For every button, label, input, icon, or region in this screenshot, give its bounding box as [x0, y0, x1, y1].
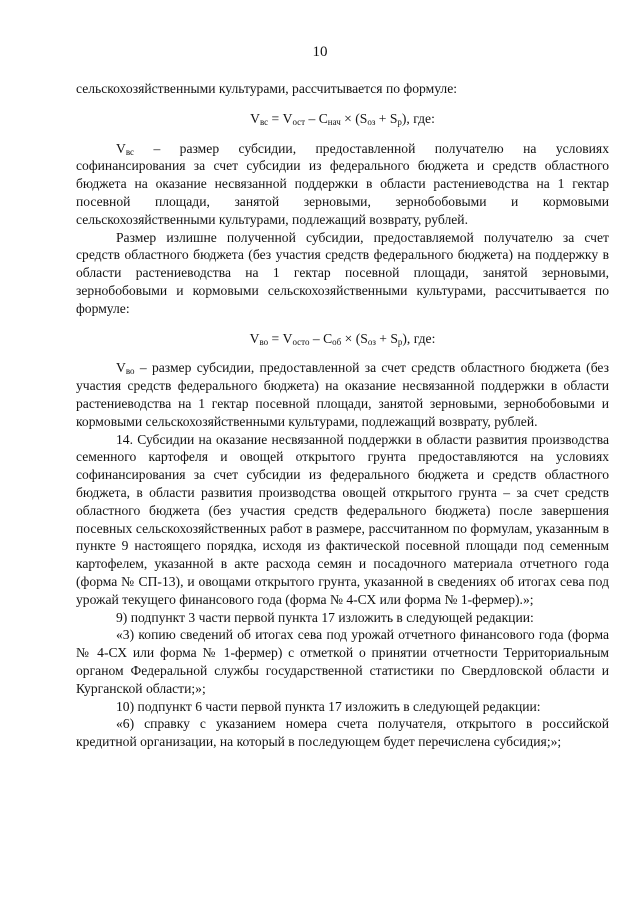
- paragraph-excess-subsidy: Размер излишне полученной субсидии, предоставляемой получателю за счет средств областного бюджета (без участия средств федерального бюджета) на поддержку в области растениеводства на 1 гектар посевной площади, занятой зерновыми, зернобобовыми и кормовыми сельскохозяйственными культурами, рассчитывается по формуле:: [76, 229, 609, 316]
- formula-vvo: $V_{во} = V_{осто} - C_{об} \times (S_{оз} + S_р)$, где:: [249, 330, 436, 347]
- definition-vvo: $V_{во}$ – размер субсидии, предоставленной за счет средств областного бюджета (без участия средств федерального бюджета) на оказание несвязанной поддержки в области растениеводства на 1 гектар посевной площади, занятой зерновыми, зернобобовыми и кормовыми сельскохозяйственными культурами, подлежащий возврату, рублей.: [76, 360, 609, 429]
- definition-vvs: $V_{вс}$ – размер субсидии, предоставленной получателю на условиях софинансирования за счет субсидии из федерального бюджета и средств областного бюджета на оказание несвязанной поддержки в области растениеводства на 1 гектар посевной площади, занятой зерновыми, зернобобовыми и кормовыми сельскохозяйственными культурами, подлежащий возврату, рублей.: [76, 140, 609, 227]
- paragraph-amendment-9-text: «3) копию сведений об итогах сева под урожай отчетного финансового года (форма № 4-СХ или форма № 1-фермер) с отметкой о принятии отчетности Территориальным органом Федеральной службы государственной статистики по Свердловской области и Курганской области;»;: [76, 627, 609, 696]
- paragraph-intro: сельскохозяйственными культурами, рассчитывается по формуле:: [76, 81, 458, 96]
- paragraph-amendment-9: 9) подпункт 3 части первой пункта 17 изложить в следующей редакции:: [116, 609, 534, 625]
- paragraph-item-14: 14. Субсидии на оказание несвязанной поддержки в области развития производства семенного картофеля и овощей открытого грунта предоставляются на условиях софинансирования за счет субсидии из федерального бюджета и средств областного бюджета, в области развития производства овощей открытого грунта – за счет средств областного бюджета (без участия средств федерального бюджета) после завершения посевных сельскохозяйственных работ в размере, рассчитанном по формулам, указанным в пункте 9 настоящего порядка, исходя из фактической посевной площади под семенным картофелем, указанной в акте расхода семян и посадочного материала отчетного года (форма № СП-13), и овощами открытого грунта, указанной в сведениях об итогах сева под урожай текущего финансового года (форма № 4-СХ или форма № 1-фермер).»;: [76, 431, 609, 607]
- paragraph-amendment-10: 10) подпункт 6 части первой пункта 17 изложить в следующей редакции:: [116, 698, 541, 714]
- formula-vvs: $V_{вс} = V_{ост} - C_{нач} \times (S_{оз} + S_р)$, где:: [250, 110, 435, 127]
- document-body: [76, 80, 609, 751]
- paragraph-amendment-10-text: «6) справку с указанием номера счета получателя, открытого в российской кредитной организации, на который в последующем будет перечислена субсидия;»;: [76, 716, 609, 750]
- page-number: 10: [312, 44, 328, 60]
